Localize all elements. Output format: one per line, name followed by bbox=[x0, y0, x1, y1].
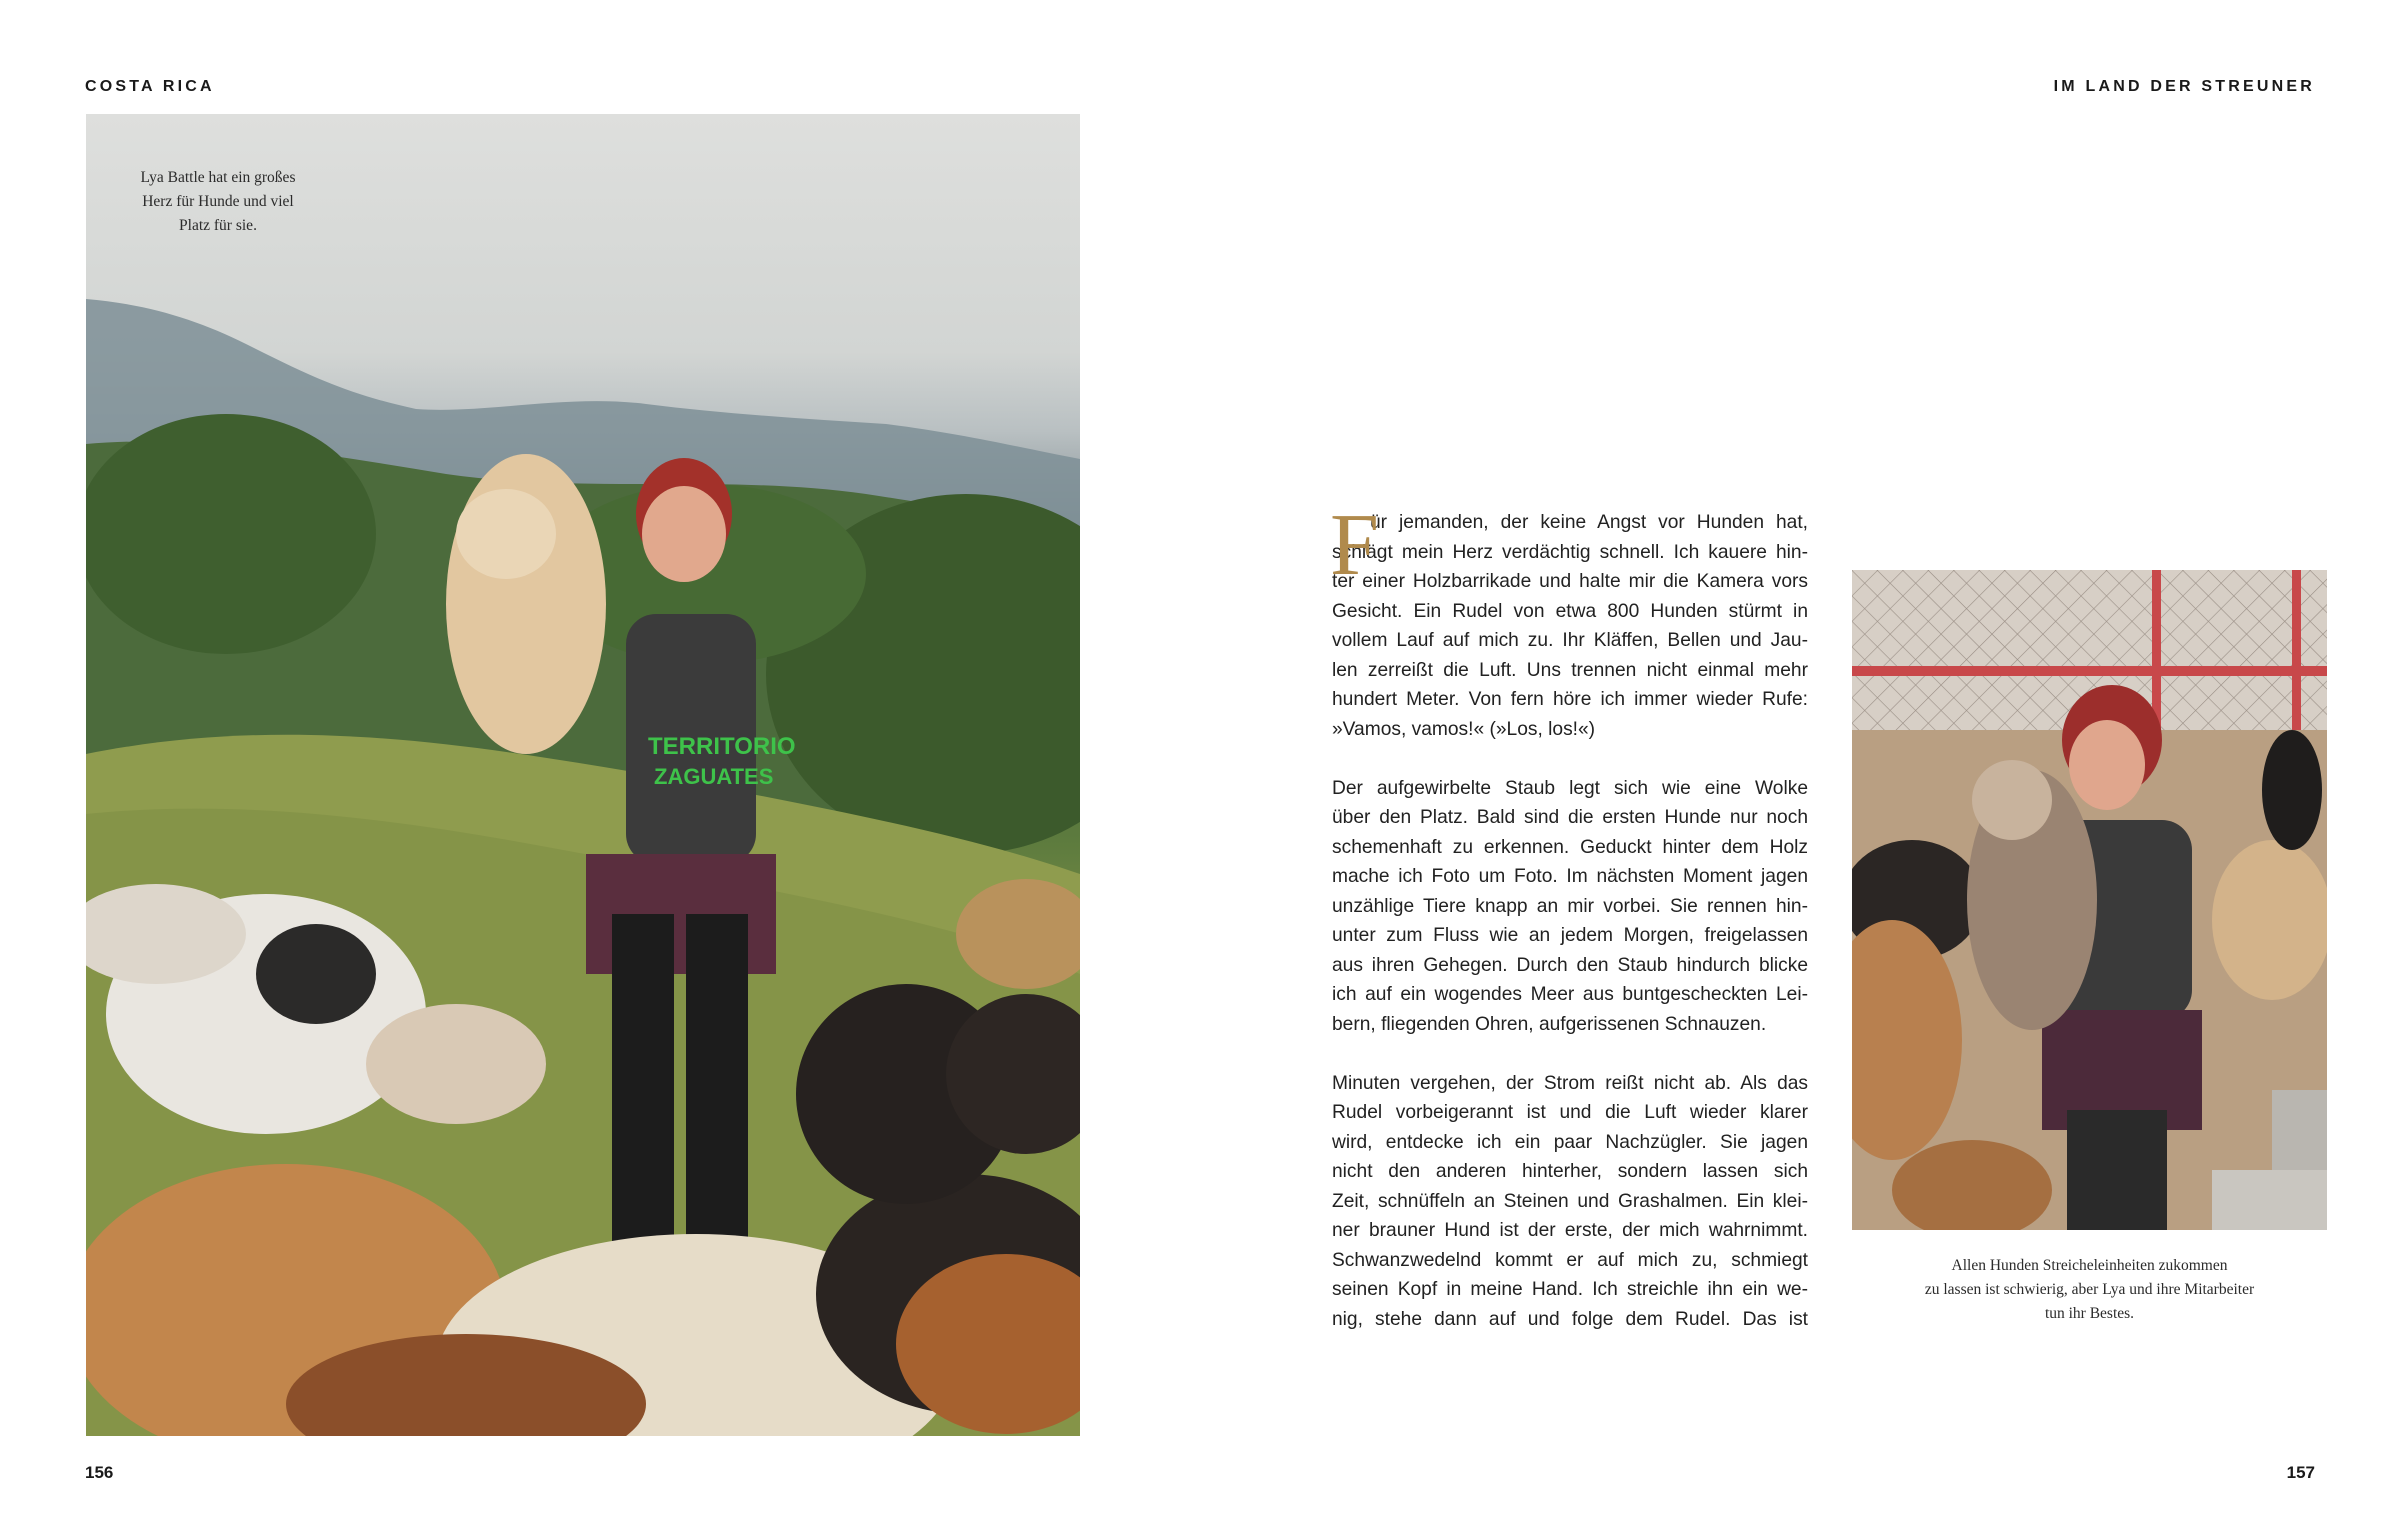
text-line: nicht den anderen hinterher, sondern lassen sich bbox=[1332, 1161, 1808, 1182]
text-line: ich auf ein wogendes Meer aus buntgescheckten Lei- bbox=[1332, 984, 1808, 1005]
photo-caption-left bbox=[118, 166, 318, 238]
paragraph-3 bbox=[1332, 1069, 1808, 1335]
text-line: ner brauner Hund ist der erste, der mich wahrnimmt. bbox=[1332, 1220, 1808, 1241]
text-line: Der aufgewirbelte Staub legt sich wie eine Wolke bbox=[1332, 777, 1808, 799]
photo-caption-right bbox=[1852, 1254, 2327, 1326]
caption-line: Allen Hunden Streicheleinheiten zukommen bbox=[1951, 1257, 2228, 1274]
text-line: Rudel vorbeigerannt ist und die Luft wieder klarer bbox=[1332, 1102, 1808, 1123]
caption-line: Platz für sie. bbox=[179, 217, 257, 234]
text-line: schemenhaft zu erkennen. Geduckt hinter dem Holz bbox=[1332, 836, 1808, 858]
text-line: Gesicht. Ein Rudel von etwa 800 Hunden stürmt in bbox=[1332, 600, 1808, 622]
article-body bbox=[1330, 497, 1808, 1364]
paragraph-2 bbox=[1332, 774, 1808, 1040]
running-head-right: IM LAND DER STREUNER bbox=[2053, 78, 2315, 95]
text-line: bern, fliegenden Ohren, aufgerissenen Schnauzen. bbox=[1332, 1013, 1767, 1035]
text-line: schlägt mein Herz verdächtig schnell. Ich kauere hin- bbox=[1332, 541, 1808, 563]
text-line: len zerreißt die Luft. Uns trennen nicht einmal mehr bbox=[1332, 659, 1808, 681]
text-line: ür jemanden, der keine Angst vor Hunden hat, bbox=[1370, 512, 1808, 533]
caption-line: tun ihr Bestes. bbox=[2044, 1305, 2135, 1322]
text-line: Minuten vergehen, der Strom reißt nicht ab. Als das bbox=[1332, 1072, 1808, 1094]
page-number-left: 156 bbox=[85, 1463, 114, 1482]
text-line: seinen Kopf in meine Hand. Ich streichle ihn ein we- bbox=[1332, 1279, 1808, 1300]
text-line: »Vamos, vamos!« (»Los, los!«) bbox=[1332, 718, 1596, 740]
photo-woman-hugging-dog bbox=[1852, 570, 2327, 1230]
text-line: unter zum Fluss wie an jedem Morgen, freigelassen bbox=[1332, 925, 1808, 946]
text-line: wird, entdecke ich ein paar Nachzügler. Sie jagen bbox=[1332, 1131, 1808, 1153]
caption-line: Herz für Hunde und viel bbox=[142, 193, 294, 210]
text-line: hundert Meter. Von fern höre ich immer wieder Rufe: bbox=[1332, 689, 1808, 710]
page-number-right: 157 bbox=[2286, 1463, 2315, 1482]
shirt-text-2: ZAGUATES bbox=[654, 764, 774, 789]
caption-line: Lya Battle hat ein großes bbox=[140, 169, 296, 186]
text-line: mache ich Foto um Foto. Im nächsten Moment jagen bbox=[1332, 866, 1808, 887]
text-line: Schwanzwedelnd kommt er auf mich zu, schmiegt bbox=[1332, 1249, 1808, 1271]
shirt-text-1: TERRITORIO bbox=[648, 733, 796, 760]
text-line: aus ihren Gehegen. Durch den Staub hindurch blicke bbox=[1332, 954, 1808, 976]
text-line: Zeit, schnüffeln an Steinen und Grashalmen. Ein klei- bbox=[1332, 1190, 1808, 1212]
text-line: über den Platz. Bald sind die ersten Hunde nur noch bbox=[1332, 807, 1808, 828]
text-line: ter einer Holzbarrikade und halte mir die Kamera vors bbox=[1332, 571, 1808, 592]
text-line: vollem Lauf auf mich zu. Ihr Kläffen, Bellen und Jau- bbox=[1332, 630, 1808, 651]
photo-woman-with-dogs bbox=[86, 114, 1080, 1436]
drop-cap: F bbox=[1330, 497, 1379, 594]
paragraph-1 bbox=[1330, 497, 1808, 744]
text-line: unzählige Tiere knapp an mir vorbei. Sie rennen hin- bbox=[1332, 895, 1808, 917]
caption-line: zu lassen ist schwierig, aber Lya und ihre Mitarbeiter bbox=[1924, 1281, 2255, 1298]
running-head-left: COSTA RICA bbox=[85, 78, 215, 95]
text-line: nig, stehe dann auf und folge dem Rudel. Das ist bbox=[1332, 1308, 1808, 1330]
